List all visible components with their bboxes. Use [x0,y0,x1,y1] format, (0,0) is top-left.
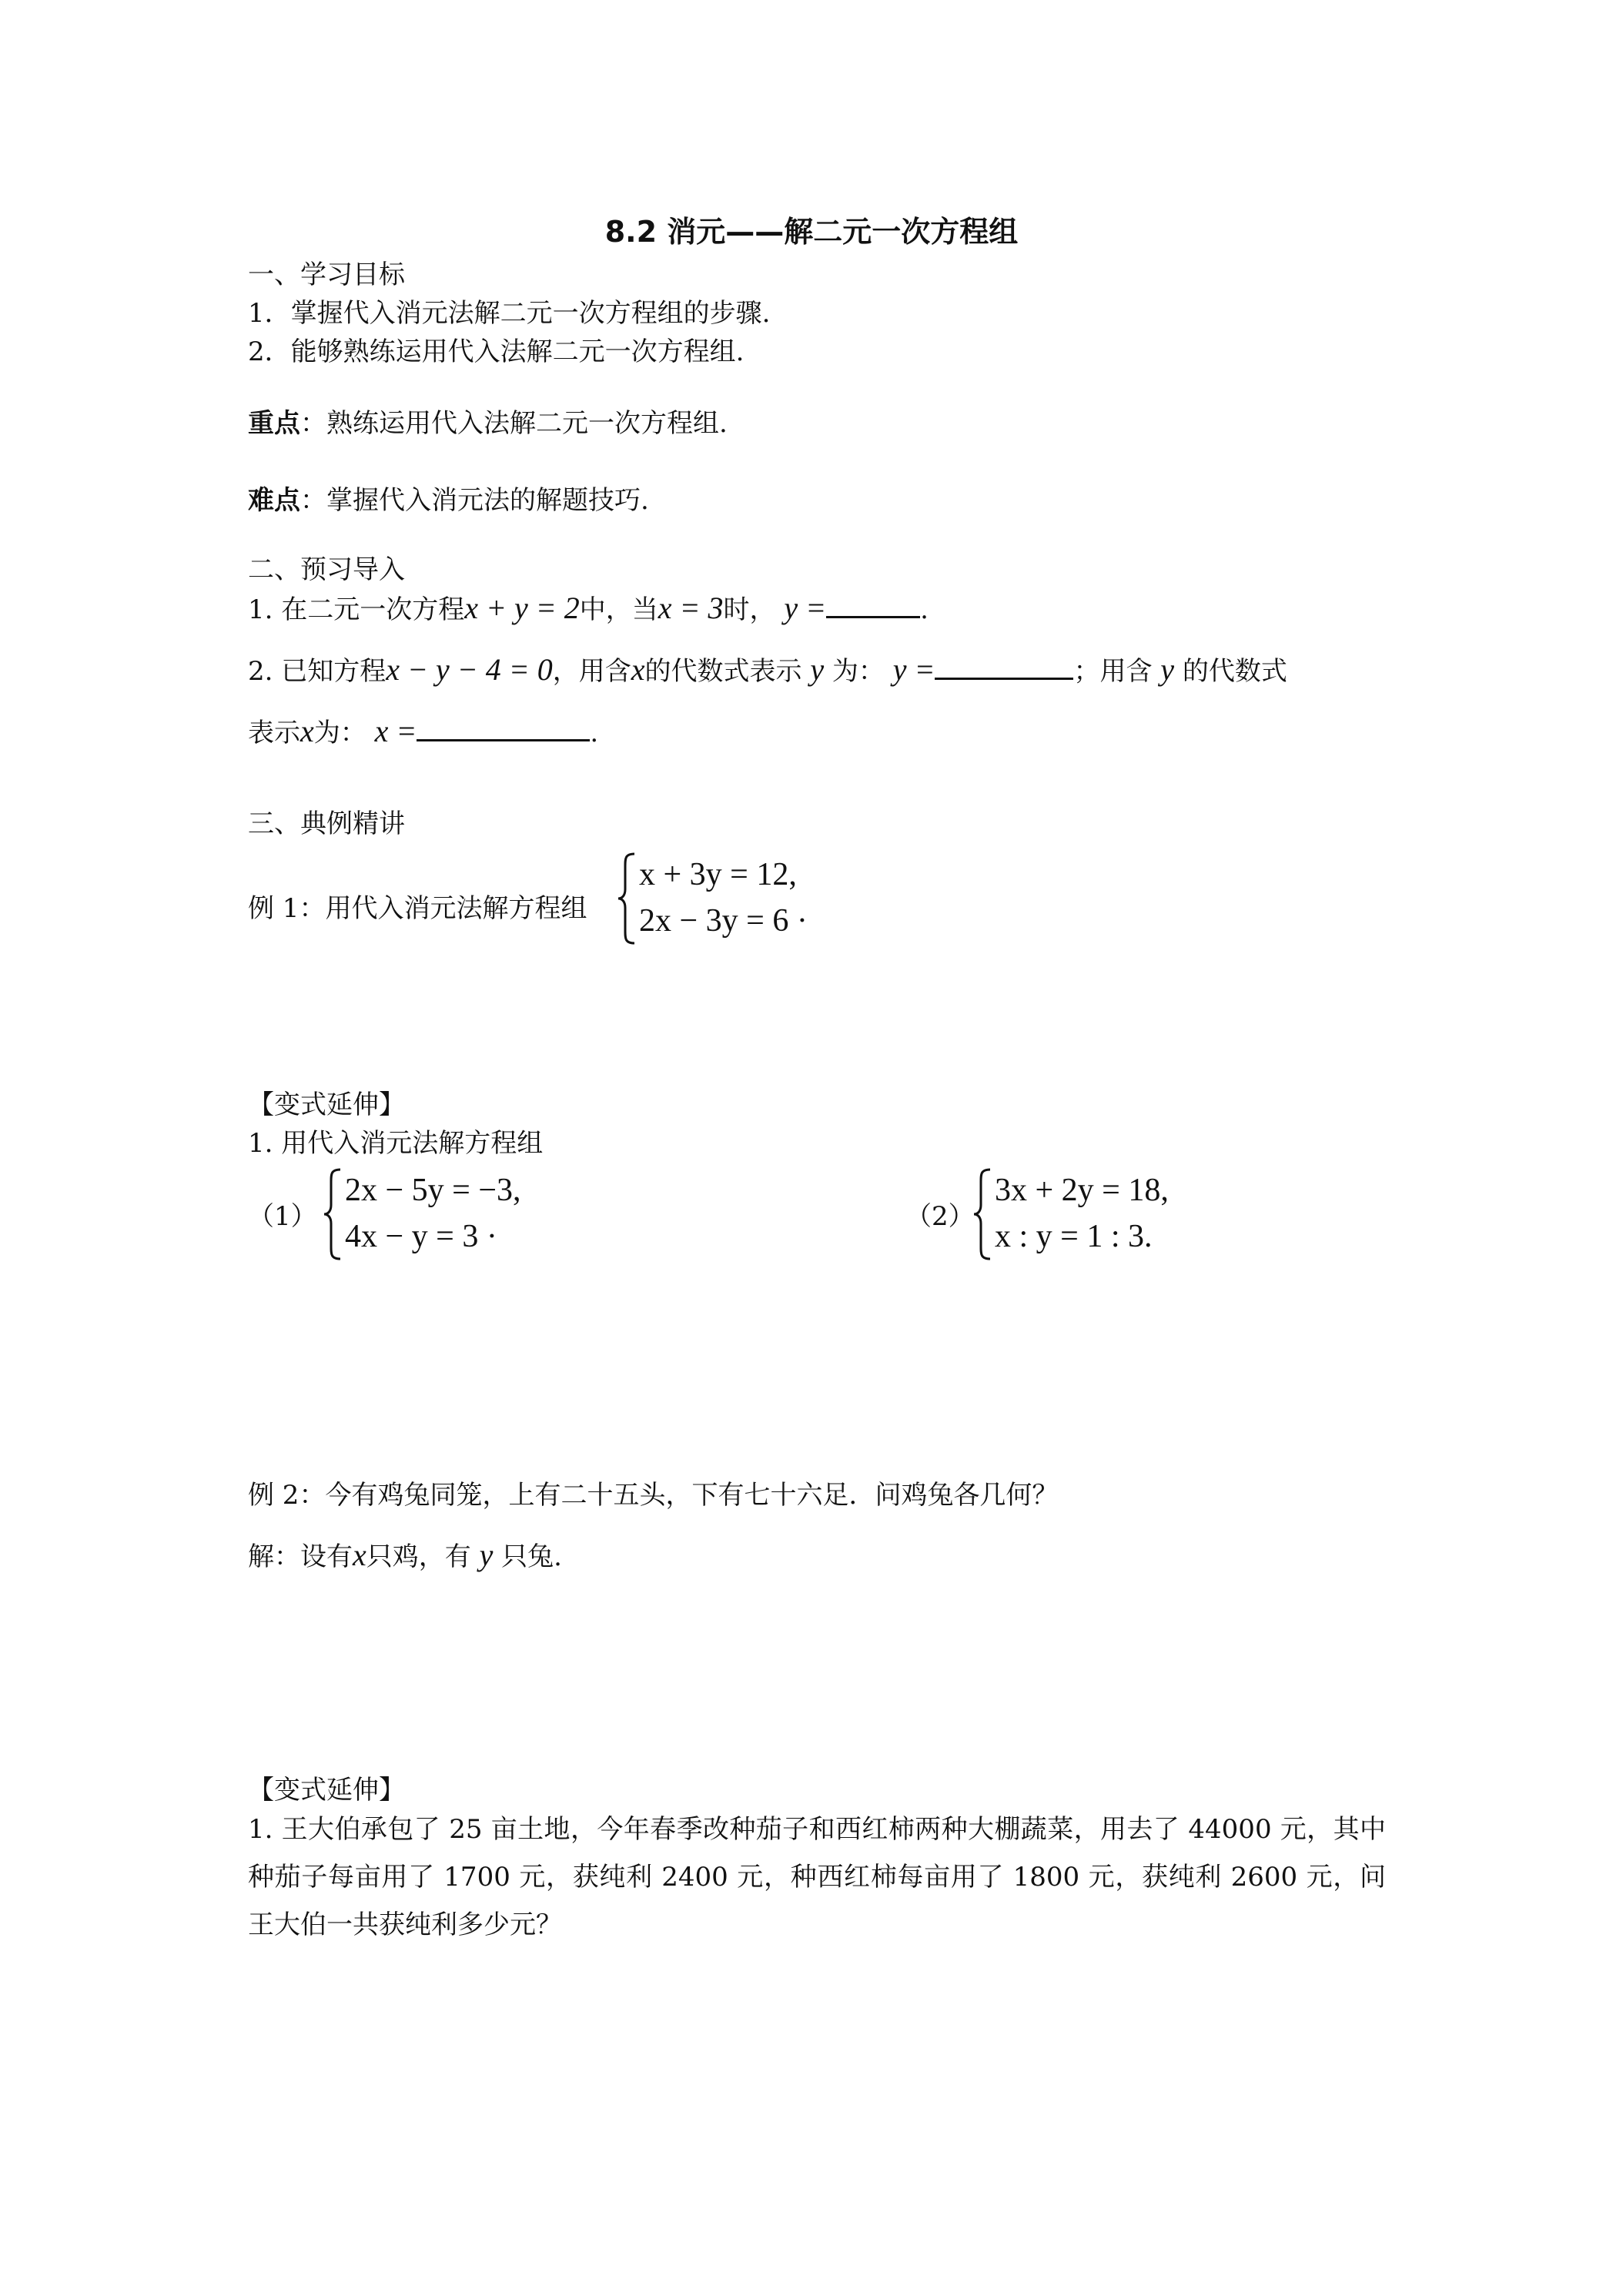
key-point-text: ：熟练运用代入法解二元一次方程组. [300,408,728,439]
page-title: 8.2 消元——解二元一次方程组 [604,215,1019,249]
condition: x = 3 [658,591,724,625]
section-heading-preview: 二、预习导入 [248,554,405,585]
part-1-eq2: 4x − y = 3 · [345,1219,497,1254]
variant-heading-2: 【变式延伸】 [248,1775,405,1806]
part-2-eq1: 3x + 2y = 18, [995,1173,1169,1208]
variable: x [300,714,314,748]
goal-item-2: 2．能够熟练运用代入法解二元一次方程组. [248,336,745,367]
goal-item-1: 1．掌握代入消元法解二元一次方程组的步骤. [248,298,771,329]
solution-text: 只鸡，有 [366,1541,471,1572]
example-1-text: 例 1：用代入消元法解方程组 [248,893,587,924]
period: . [590,718,599,748]
answer-prefix: x = [374,714,417,748]
left-brace-icon [616,851,637,946]
question-text: 的代数式 [1182,656,1287,687]
key-point-label: 重点 [248,408,300,439]
left-brace-icon [322,1166,343,1262]
difficulty-point [248,484,649,517]
variable: y [479,1538,494,1572]
preview-question-1 [248,591,929,627]
variant-2-problem: 1. 王大伯承包了 25 亩土地，今年春季改种茄子和西红柿两种大棚蔬菜，用去了 44000 元，其中种茄子每亩用了 1700 元，获纯利 2400 元，种西红柿每亩用了 1800 元，获纯利 2600 元，问王大伯一共获纯利多少元？ [248,1814,1386,1940]
question-text: ，用含 [552,656,631,687]
part-1-system [322,1166,568,1262]
question-text: ；用含 [1073,656,1153,687]
example-2-text: 例 2：今有鸡兔同笼，上有二十五头，下有七十六足．问鸡兔各几何？ [248,1480,1059,1511]
answer-blank[interactable] [826,591,920,618]
part-2-system [972,1166,1218,1262]
answer-prefix: y = [784,591,827,625]
question-text: 在二元一次方程 [281,594,465,625]
question-text: 中，当 [579,594,658,625]
period: . [920,594,929,625]
equation: x − y − 4 = 0 [386,652,553,687]
variable: y [810,652,825,687]
key-point [248,407,728,440]
answer-prefix: y = [892,652,935,687]
left-brace-icon [972,1166,993,1262]
example-1-eq1: x + 3y = 12, [639,857,797,892]
equation: x + y = 2 [464,591,580,625]
question-text: 表示 [248,718,300,748]
question-number: 2. [248,656,273,687]
section-heading-learning-goals: 一、学习目标 [248,259,405,290]
question-text: 的代数式表示 [644,656,802,687]
question-text: 为： [313,718,366,748]
difficulty-text: ：掌握代入消元法的解题技巧. [300,485,649,516]
section-heading-examples: 三、典例精讲 [248,808,405,839]
part-2-eq2: x : y = 1 : 3. [995,1219,1153,1254]
variable: x [353,1538,366,1572]
part-1-label: （1） [248,1201,317,1232]
variable: y [1160,652,1175,687]
variable: x [631,652,645,687]
example-2-solution [248,1538,562,1574]
solution-text: 解：设有 [248,1541,353,1572]
difficulty-label: 难点 [248,485,300,516]
example-1-system [616,851,862,946]
question-text: 时， [723,594,776,625]
solution-text: 只兔. [501,1541,562,1572]
variant-heading-1: 【变式延伸】 [248,1089,405,1120]
example-1-eq2: 2x − 3y = 6 · [639,903,808,939]
preview-question-2 [248,653,1287,688]
part-1-eq1: 2x − 5y = −3, [345,1173,521,1208]
variant-1-item: 1. 用代入消元法解方程组 [248,1128,544,1159]
question-text: 为： [832,656,885,687]
part-2-label: （2） [905,1201,975,1232]
question-text: 已知方程 [281,656,387,687]
question-number: 1. [248,594,273,625]
preview-question-2-cont [248,715,598,750]
answer-blank[interactable] [935,653,1073,680]
answer-blank[interactable] [417,715,590,741]
